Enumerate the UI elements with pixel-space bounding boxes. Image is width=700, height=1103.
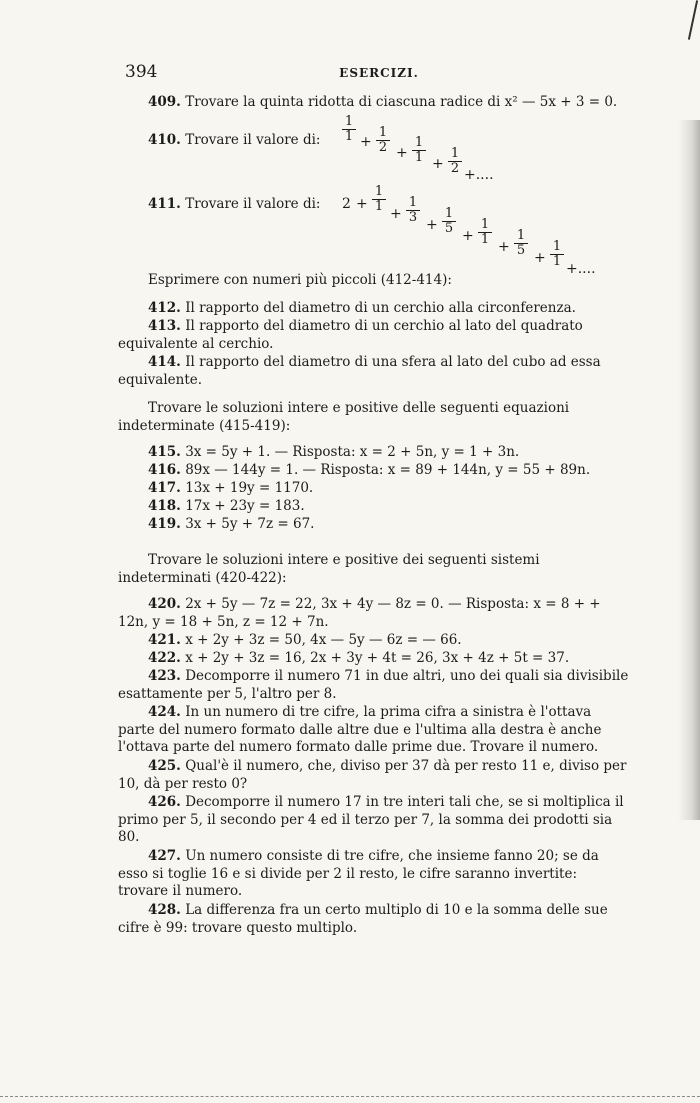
exercise-422 [118,650,660,668]
exercise-text: Il rapporto del diametro di un cerchio alla circonferenza. [185,300,576,316]
exercise-text: Trovare il valore di: [185,196,321,212]
exercise-number: 409. [148,94,181,110]
cf-plus: + [360,134,372,150]
cf-term: $\frac{1}{2}$ [376,126,390,155]
exercise-text: 17x + 23y = 183. [185,498,305,514]
exercise-text: 3x + 5y + 7z = 67. [185,516,315,532]
page-header [125,62,633,84]
exercise-number: 420. [148,596,181,612]
page-corner-mark [688,0,698,40]
exercise-424 [118,704,630,757]
exercise-text: x + 2y + 3z = 16, 2x + 3y + 4t = 26, 3x + 4z + 5t = 37. [185,650,570,666]
cf-term: $\frac{1}{5}$ [514,229,528,258]
exercise-text: 13x + 19y = 1170. [185,480,314,496]
intro-412-414: Esprimere con numeri più piccoli (412-414): [148,272,452,288]
page-number: 394 [125,62,158,82]
cf-plus: + [356,196,368,212]
cf-term: $\frac{1}{1}$ [412,136,426,165]
cf-term: $\frac{1}{1}$ [478,218,492,247]
exercise-419 [118,516,660,534]
exercise-number: 425. [148,758,181,774]
exercise-425 [118,758,630,793]
exercise-number: 422. [148,650,181,666]
exercise-number: 428. [148,902,181,918]
exercise-412 [118,300,660,318]
exercise-428 [118,902,630,937]
exercise-421 [118,632,660,650]
exercise-409 [118,94,660,112]
cf-term: $\frac{1}{1}$ [342,115,356,144]
exercise-text: x + 2y + 3z = 50, 4x — 5y — 6z = — 66. [185,632,462,648]
exercise-number: 414. [148,354,181,370]
exercise-417 [118,480,660,498]
exercise-415 [118,444,660,462]
exercise-text: 2x + 5y — 7z = 22, 3x + 4y — 8z = 0. — Risposta: x = 8 + + 12n, y = 18 + 5n, z = 12 + 7n. [118,596,601,630]
exercise-416 [118,462,660,480]
cf-tail: +.... [566,261,596,277]
exercise-text: Trovare la quinta ridotta di ciascuna radice di x² — 5x + 3 = 0. [185,94,618,110]
exercise-418 [118,498,660,516]
page-edge-shadow [678,120,700,820]
exercise-number: 418. [148,498,181,514]
exercise-411 [118,196,660,214]
exercise-427 [118,848,630,901]
exercise-text: 89x — 144y = 1. — Risposta: x = 89 + 144n, y = 55 + 89n. [185,462,591,478]
exercise-text: Trovare il valore di: [185,132,321,148]
cf-term: $\frac{1}{2}$ [448,147,462,176]
cf-plus: + [426,217,438,233]
page-bottom-edge [0,1096,700,1103]
exercise-text: Il rapporto del diametro di un cerchio al lato del quadrato equivalente al cerchio. [118,318,583,352]
exercise-number: 410. [148,132,181,148]
exercise-413 [118,318,630,353]
exercise-426 [118,794,630,847]
cf-term: $\frac{1}{3}$ [406,196,420,225]
exercise-text: Decomporre il numero 17 in tre interi tali che, se si moltiplica il primo per 5, il secondo per 4 ed il terzo per 7, la somma dei prodotti sia 80. [118,794,624,845]
cf-term: $\frac{1}{1}$ [372,185,386,214]
exercise-text: Qual'è il numero, che, diviso per 37 dà per resto 11 e, diviso per 10, dà per resto 0? [118,758,627,792]
intro-420-422: Trovare le soluzioni intere e positive dei seguenti sistemi indeterminati (420-422): [118,552,540,586]
exercise-number: 424. [148,704,181,720]
exercise-number: 417. [148,480,181,496]
exercise-420 [118,596,630,631]
running-title: ESERCIZI. [339,66,419,80]
exercise-text: 3x = 5y + 1. — Risposta: x = 2 + 5n, y = 1 + 3n. [185,444,520,460]
cf-plus: + [396,145,408,161]
exercise-number: 415. [148,444,181,460]
exercise-text: Decomporre il numero 71 in due altri, uno dei quali sia divisibile esattamente per 5, l'altro per 8. [118,668,629,702]
exercise-number: 427. [148,848,181,864]
exercise-414 [118,354,630,389]
exercise-423 [118,668,630,703]
cf-plus: + [462,228,474,244]
exercise-number: 413. [148,318,181,334]
intro-415-419: Trovare le soluzioni intere e positive delle seguenti equazioni indeterminate (415-419): [118,400,570,434]
cf-plus: + [498,239,510,255]
cf-plus: + [534,250,546,266]
exercise-text: Un numero consiste di tre cifre, che insieme fanno 20; se da esso si toglie 16 e si divide per 2 il resto, le cifre saranno invertite: trovare il numero. [118,848,599,899]
exercise-text: In un numero di tre cifre, la prima cifra a sinistra è l'ottava parte del numero formato dalle altre due e l'ultima alla destra è anche l'ottava parte del numero formato dalle prime due. Trovare il numero. [118,704,602,755]
cf-plus: + [432,156,444,172]
cf-term: $\frac{1}{5}$ [442,207,456,236]
cf-plus: + [390,206,402,222]
exercise-number: 411. [148,196,181,212]
exercise-number: 412. [148,300,181,316]
exercise-text: Il rapporto del diametro di una sfera al lato del cubo ad essa equivalente. [118,354,601,388]
cf-tail: +.... [464,167,494,183]
cf-integer: 2 [342,196,351,212]
exercise-number: 423. [148,668,181,684]
exercise-number: 419. [148,516,181,532]
cf-term: $\frac{1}{1}$ [550,240,564,269]
exercise-number: 426. [148,794,181,810]
exercise-number: 421. [148,632,181,648]
exercise-text: La differenza fra un certo multiplo di 10 e la somma delle sue cifre è 99: trovare questo multiplo. [118,902,608,936]
exercise-number: 416. [148,462,181,478]
